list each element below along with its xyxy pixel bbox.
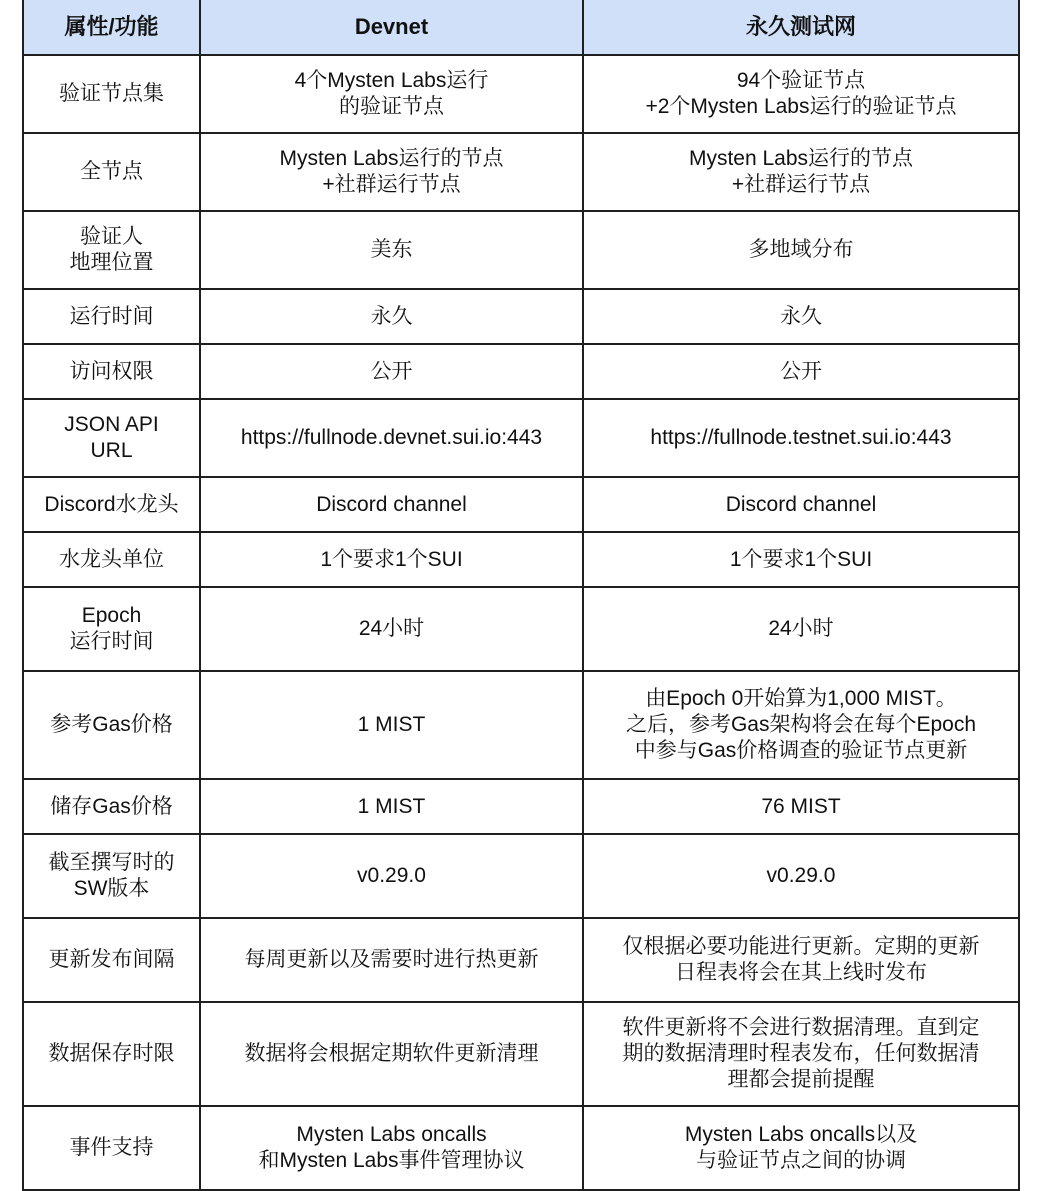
table-cell-attribute: 全节点 — [23, 133, 200, 211]
table-cell-devnet: 24小时 — [200, 587, 583, 671]
table-cell-attribute: 储存Gas价格 — [23, 779, 200, 834]
table-cell-attribute: 参考Gas价格 — [23, 671, 200, 779]
table-cell-devnet: 数据将会根据定期软件更新清理 — [200, 1002, 583, 1106]
table-cell-devnet: 每周更新以及需要时进行热更新 — [200, 918, 583, 1002]
table-cell-testnet: 94个验证节点 +2个Mysten Labs运行的验证节点 — [583, 55, 1019, 133]
table-cell-testnet: 永久 — [583, 289, 1019, 344]
table-cell-attribute: 验证节点集 — [23, 55, 200, 133]
table-cell-devnet: 1 MIST — [200, 671, 583, 779]
table-cell-devnet: 公开 — [200, 344, 583, 399]
table-cell-attribute: 验证人 地理位置 — [23, 211, 200, 289]
table-cell-devnet: 美东 — [200, 211, 583, 289]
table-row — [23, 587, 1019, 671]
table-cell-devnet: Mysten Labs oncalls 和Mysten Labs事件管理协议 — [200, 1106, 583, 1190]
table-cell-testnet: Mysten Labs oncalls以及 与验证节点之间的协调 — [583, 1106, 1019, 1190]
table-row — [23, 671, 1019, 779]
table-cell-testnet: 由Epoch 0开始算为1,000 MIST。 之后，参考Gas架构将会在每个Epoch 中参与Gas价格调查的验证节点更新 — [583, 671, 1019, 779]
table-cell-testnet: 多地域分布 — [583, 211, 1019, 289]
table-cell-testnet: 1个要求1个SUI — [583, 532, 1019, 587]
table-cell-devnet: 永久 — [200, 289, 583, 344]
table-cell-attribute: 截至撰写时的 SW版本 — [23, 834, 200, 918]
table-row — [23, 211, 1019, 289]
table-cell-devnet: 4个Mysten Labs运行 的验证节点 — [200, 55, 583, 133]
table-cell-devnet: https://fullnode.devnet.sui.io:443 — [200, 399, 583, 477]
table-row — [23, 1002, 1019, 1106]
table-cell-attribute: Discord水龙头 — [23, 477, 200, 532]
table-row — [23, 55, 1019, 133]
table-cell-attribute: 更新发布间隔 — [23, 918, 200, 1002]
table-cell-attribute: 事件支持 — [23, 1106, 200, 1190]
table-row — [23, 289, 1019, 344]
table-cell-testnet: 软件更新将不会进行数据清理。直到定 期的数据清理时程表发布，任何数据清 理都会提前提醒 — [583, 1002, 1019, 1106]
table-cell-testnet: 公开 — [583, 344, 1019, 399]
table-row — [23, 477, 1019, 532]
table-row — [23, 918, 1019, 1002]
table-cell-testnet: 76 MIST — [583, 779, 1019, 834]
comparison-table — [22, 0, 1020, 1191]
table-row — [23, 532, 1019, 587]
table-row — [23, 1106, 1019, 1190]
table-row — [23, 779, 1019, 834]
table-cell-devnet: v0.29.0 — [200, 834, 583, 918]
table-cell-testnet: https://fullnode.testnet.sui.io:443 — [583, 399, 1019, 477]
table-cell-attribute: 访问权限 — [23, 344, 200, 399]
table-cell-attribute: JSON API URL — [23, 399, 200, 477]
table-row — [23, 834, 1019, 918]
table-cell-devnet: Discord channel — [200, 477, 583, 532]
table-row — [23, 344, 1019, 399]
header-permanent-testnet: 永久测试网 — [583, 0, 1019, 55]
table-row — [23, 399, 1019, 477]
header-devnet: Devnet — [200, 0, 583, 55]
table-cell-attribute: 运行时间 — [23, 289, 200, 344]
table-cell-testnet: Mysten Labs运行的节点 +社群运行节点 — [583, 133, 1019, 211]
header-row — [23, 0, 1019, 55]
header-attribute: 属性/功能 — [23, 0, 200, 55]
table-row — [23, 133, 1019, 211]
table-cell-devnet: 1 MIST — [200, 779, 583, 834]
table-cell-testnet: 24小时 — [583, 587, 1019, 671]
table-cell-attribute: 水龙头单位 — [23, 532, 200, 587]
table-cell-testnet: 仅根据必要功能进行更新。定期的更新 日程表将会在其上线时发布 — [583, 918, 1019, 1002]
table-cell-testnet: v0.29.0 — [583, 834, 1019, 918]
table-cell-devnet: Mysten Labs运行的节点 +社群运行节点 — [200, 133, 583, 211]
table-cell-devnet: 1个要求1个SUI — [200, 532, 583, 587]
table-cell-attribute: Epoch 运行时间 — [23, 587, 200, 671]
table-cell-attribute: 数据保存时限 — [23, 1002, 200, 1106]
table-cell-testnet: Discord channel — [583, 477, 1019, 532]
